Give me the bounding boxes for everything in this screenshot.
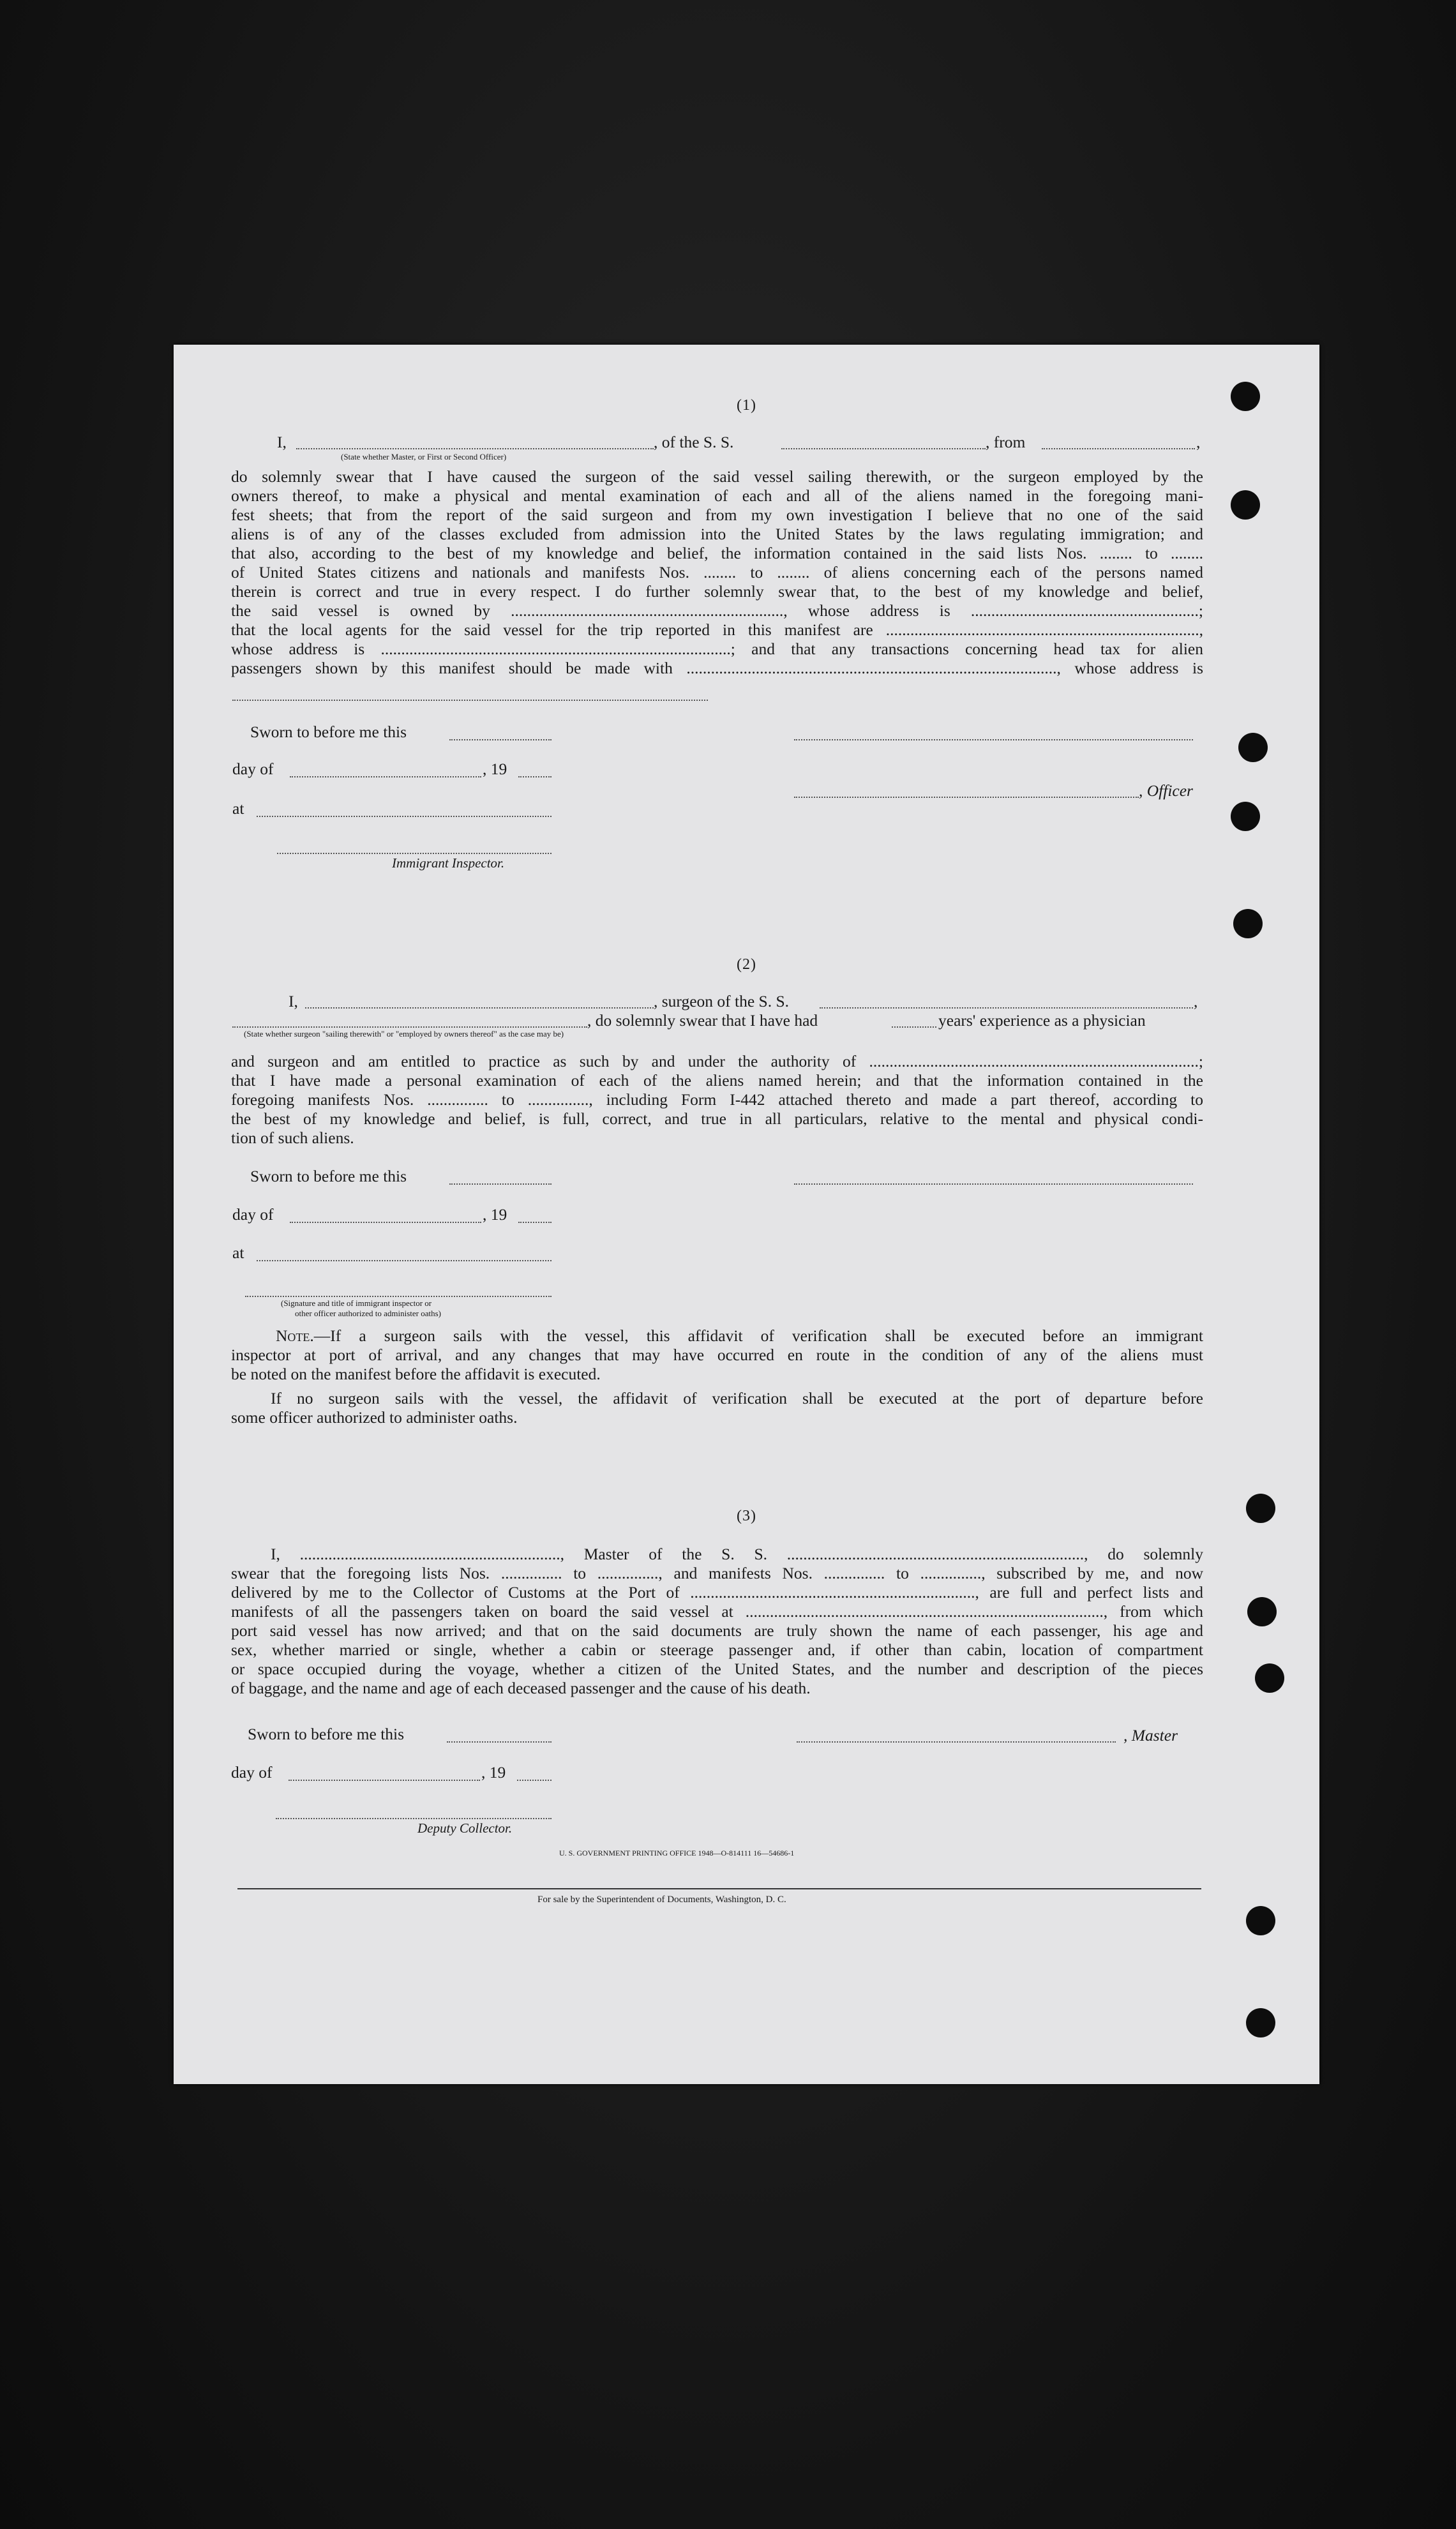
s3-body-line: I, ................................................................, Master of the S. S. ........................................................................., do solemnly	[271, 1545, 1203, 1563]
s1-ship-blank	[781, 448, 986, 449]
s1-sworn-blank	[449, 739, 552, 740]
s2-inspector-sig-blank	[245, 1296, 552, 1297]
s3-body-line: manifests of all the passengers taken on board the said vessel at ........................................................................................, from which	[231, 1602, 1203, 1621]
s3-body-line: swear that the foregoing lists Nos. ............... to ..............., and manifests Nos. ............... to ..............., subscribed by me, and now	[231, 1564, 1203, 1582]
s3-master-sig-blank	[797, 1741, 1116, 1743]
punch-hole	[1238, 733, 1268, 762]
s1-at-blank	[257, 816, 552, 817]
s1-body-line: aliens is of any of the classes excluded from admission into the United States by the laws regulating immigration; and	[231, 525, 1203, 543]
sale-notice: For sale by the Superintendent of Documents, Washington, D. C.	[537, 1895, 786, 1905]
s3-body-line: or space occupied during the voyage, whether a citizen of the United States, and the number and description of the pieces	[231, 1660, 1203, 1678]
s2-body-line: tion of such aliens.	[231, 1129, 354, 1147]
s1-body-line: owners thereof, to make a physical and mental examination of each and all of the aliens named in the foregoing mani-	[231, 486, 1203, 505]
s1-year-blank	[518, 776, 552, 777]
s2-ship-blank	[820, 1007, 1193, 1009]
punch-hole	[1255, 1663, 1284, 1693]
s1-body-line: passengers shown by this manifest should be made with ..........................................................................................., whose address is	[231, 659, 1203, 677]
s2-note-line: inspector at port of arrival, and any changes that may have occurred en route in the condition of any of the aliens must	[231, 1346, 1203, 1364]
s2-body-line: that I have made a personal examination of each of the aliens named herein; and that the information contained in the	[231, 1071, 1203, 1090]
s2-note-line: some officer authorized to administer oaths.	[231, 1408, 518, 1427]
s1-body-line: of United States citizens and nationals and manifests Nos. ........ to ........ of aliens concerning each of the persons named	[231, 563, 1203, 582]
s1-from-label: , from	[986, 433, 1026, 451]
s1-port-blank	[1042, 448, 1195, 449]
s1-body-line: the said vessel is owned by ..................................................................., whose address is ........................................................;	[231, 601, 1203, 620]
s2-surgeon-type-blank	[232, 1026, 587, 1028]
s3-day-blank	[289, 1780, 480, 1781]
s2-year-label: , 19	[483, 1205, 507, 1224]
s2-name-blank	[305, 1007, 654, 1009]
s3-body-line: port said vessel has now arrived; and that on the said documents are truly shown the name of each passenger, his age and	[231, 1621, 1203, 1640]
s1-inspector-label: Immigrant Inspector.	[392, 855, 505, 871]
s2-day-blank	[290, 1222, 481, 1223]
s2-at-blank	[257, 1260, 552, 1261]
s1-inspector-sig-blank	[277, 853, 552, 854]
s2-surgeon-sig-blank	[794, 1183, 1193, 1185]
s2-body-line: foregoing manifests Nos. ............... to ..............., including Form I-442 attached thereto and made a part thereof, according to	[231, 1090, 1203, 1109]
s1-body-line: fest sheets; that from the report of the said surgeon and from my own investigation I believe that no one of the said	[231, 506, 1203, 524]
s2-note-line	[276, 1326, 1203, 1346]
s1-officer-label: , Officer	[1139, 781, 1193, 800]
s2-at-label: at	[232, 1243, 244, 1262]
s1-address-blank	[232, 700, 708, 701]
section-3-title: (3)	[737, 1508, 756, 1524]
s1-body-line: that the local agents for the said vessel for the trip reported in this manifest are .............................................................................,	[231, 620, 1203, 639]
s2-sworn-blank	[449, 1183, 552, 1185]
s3-year-label: , 19	[481, 1763, 506, 1782]
s3-collector-sig-blank	[276, 1818, 552, 1819]
s1-body-line: therein is correct and true in every respect. I do further solemnly swear that, to the best of my knowledge and belief,	[231, 582, 1203, 601]
section-2-title: (2)	[737, 956, 756, 973]
s2-note-line: be noted on the manifest before the affidavit is executed.	[231, 1365, 601, 1383]
s1-officer-blank	[296, 448, 654, 449]
s3-body-line: sex, whether married or single, whether a cabin or steerage passenger and, if other than cabin, location of compartment	[231, 1640, 1203, 1659]
s1-body-line: that also, according to the best of my knowledge and belief, the information contained in the said lists Nos. ........ to ........	[231, 544, 1203, 562]
s3-year-blank	[517, 1780, 552, 1781]
s3-body-line: of baggage, and the name and age of each deceased passenger and the cause of his death.	[231, 1679, 811, 1697]
s1-officer-name-blank	[794, 797, 1139, 798]
s2-i-label: I,	[289, 992, 298, 1010]
footer-rule	[237, 1888, 1201, 1889]
punch-hole	[1246, 2008, 1275, 2037]
s2-year-blank	[518, 1222, 552, 1223]
s1-day-blank	[290, 776, 481, 777]
s1-year-label: , 19	[483, 760, 507, 778]
s3-sworn-blank	[447, 1741, 552, 1743]
s2-note-line: If no surgeon sails with the vessel, the affidavit of verification shall be executed at the port of departure before	[271, 1389, 1203, 1407]
s1-of-ss-label: , of the S. S.	[654, 433, 734, 451]
s3-collector-label: Deputy Collector.	[417, 1820, 513, 1836]
punch-hole	[1231, 802, 1260, 831]
s1-sworn-label: Sworn to before me this	[250, 723, 407, 741]
s2-body-line: and surgeon and am entitled to practice as such by and under the authority of .................................................................................;	[231, 1052, 1203, 1070]
s2-sig-caption-1: (Signature and title of immigrant inspector or	[281, 1298, 432, 1308]
s2-comma: ,	[1194, 992, 1198, 1010]
s2-note-label: Note.	[276, 1326, 314, 1345]
s2-surgeon-caption: (State whether surgeon "sailing therewith" or "employed by owners thereof" as the case may be)	[244, 1029, 564, 1039]
s1-body-line: whose address is ......................................................................................; and that any transactions concerning head tax for alien	[231, 640, 1203, 658]
s2-note-text: —If a surgeon sails with the vessel, this affidavit of verification shall be executed before an immigrant	[313, 1326, 1203, 1345]
punch-hole	[1233, 909, 1263, 938]
s2-years-blank	[892, 1026, 936, 1028]
s1-officer-sig-blank	[794, 739, 1193, 740]
s2-sig-caption-2: other officer authorized to administer oaths)	[295, 1309, 441, 1318]
gpo-imprint: U. S. GOVERNMENT PRINTING OFFICE 1948—O-814111 16—54686-1	[559, 1849, 795, 1857]
s3-master-label: , Master	[1123, 1726, 1178, 1745]
s3-body-line: delivered by me to the Collector of Customs at the Port of ......................................................................, are full and perfect lists and	[231, 1583, 1203, 1602]
s1-comma: ,	[1196, 433, 1201, 451]
s3-day-label: day of	[231, 1763, 273, 1782]
s1-day-label: day of	[232, 760, 274, 778]
s1-master-caption: (State whether Master, or First or Second Officer)	[341, 452, 507, 462]
manifest-form-page	[174, 345, 1319, 2084]
section-1-title: (1)	[737, 397, 756, 414]
s2-sworn-label: Sworn to before me this	[250, 1167, 407, 1185]
s2-swear-label: , do solemnly swear that I have had	[587, 1011, 818, 1030]
s1-at-label: at	[232, 799, 244, 818]
punch-hole	[1246, 1906, 1275, 1935]
s1-i-label: I,	[277, 433, 287, 451]
s2-body-line: the best of my knowledge and belief, is full, correct, and true in all particulars, relative to the mental and physical condi-	[231, 1109, 1203, 1128]
punch-hole	[1231, 490, 1260, 520]
punch-hole	[1247, 1597, 1277, 1626]
s1-body-line: do solemnly swear that I have caused the surgeon of the said vessel sailing therewith, or the surgeon employed by the	[231, 467, 1203, 486]
s3-sworn-label: Sworn to before me this	[248, 1725, 405, 1743]
s2-surgeon-label: , surgeon of the S. S.	[654, 992, 790, 1010]
s2-years-label: years' experience as a physician	[938, 1011, 1146, 1030]
s2-day-label: day of	[232, 1205, 274, 1224]
